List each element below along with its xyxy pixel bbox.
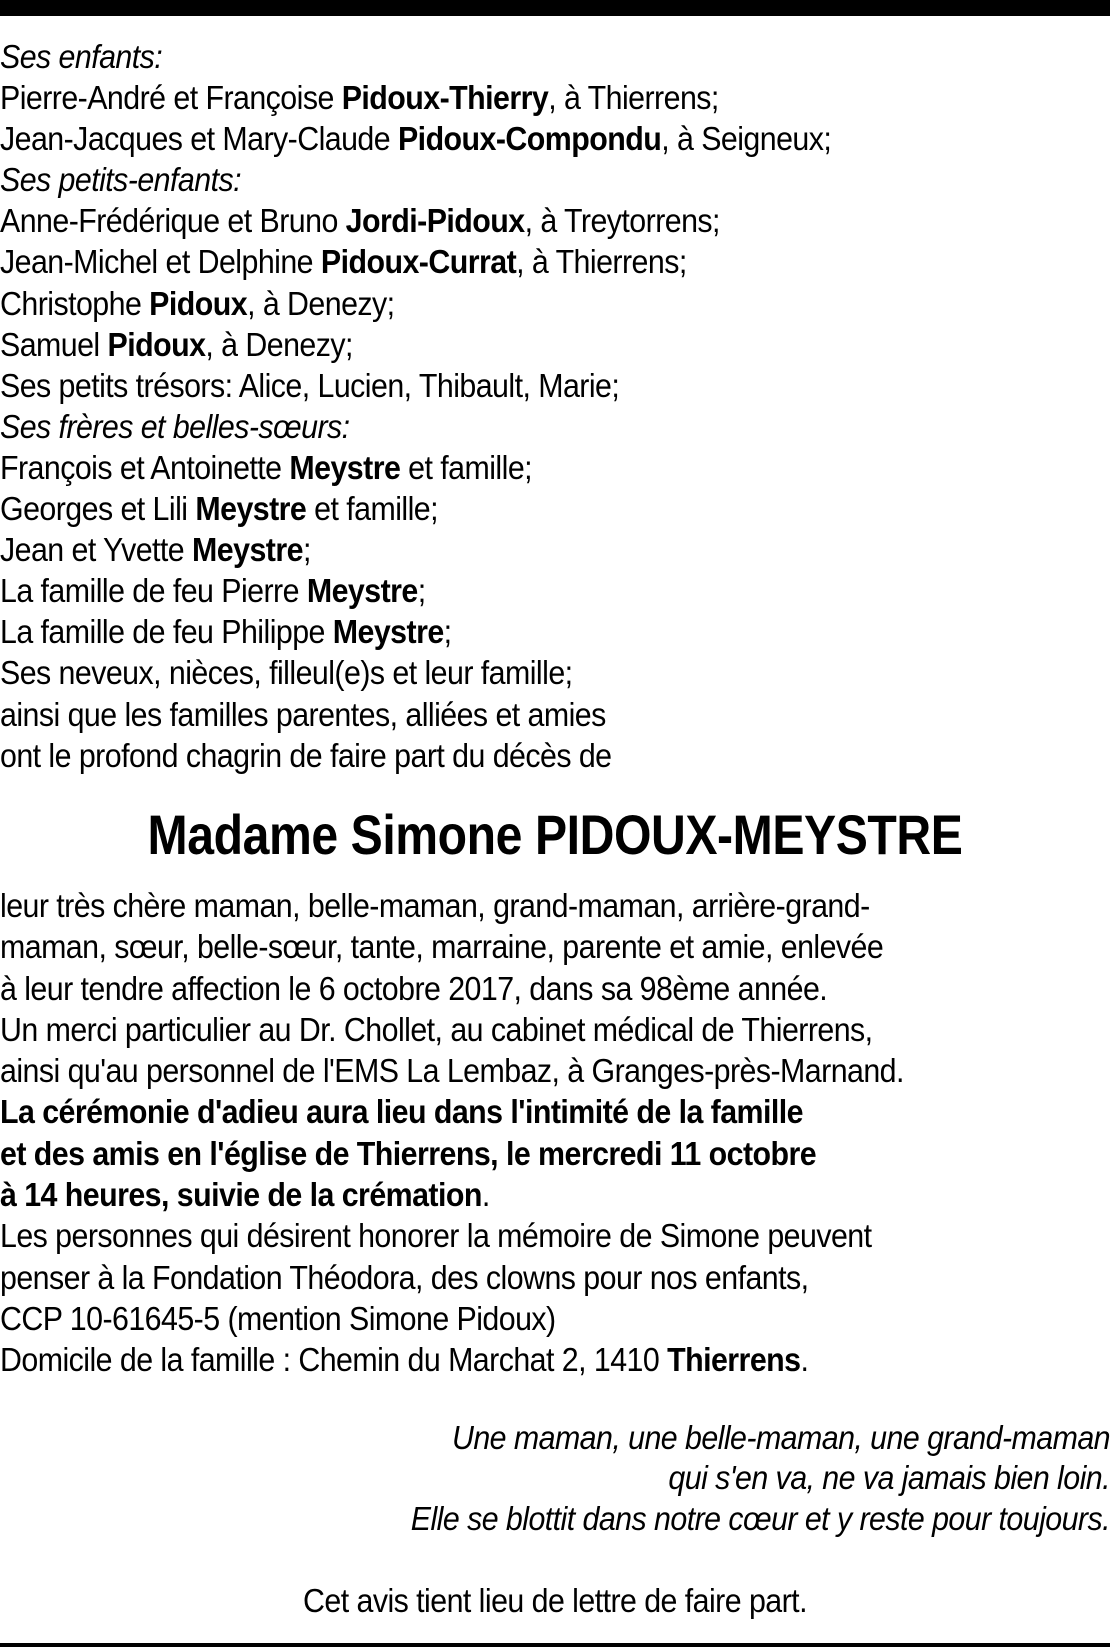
extended-family-line: Ses neveux, nièces, filleul(e)s et leur famille; [0,654,573,692]
sibling-surname: Meystre [306,572,418,610]
deceased-name-heading: Madame Simone PIDOUX-MEYSTRE [147,803,963,866]
sibling-given-names: La famille de feu Philippe [0,613,333,651]
sibling-suffix: ; [417,572,426,610]
body-line: maman, sœur, belle-sœur, tante, marraine, parente et amie, enlevée [0,928,884,966]
child-given-names: Pierre-André et Françoise [0,79,342,117]
top-border-rule [0,0,1110,16]
ceremony-text: à 14 heures, suivie de la crémation [0,1176,482,1214]
sibling-suffix: et famille; [400,448,533,486]
child-line [0,77,975,118]
grandchild-given-names: Samuel [0,325,108,363]
sibling-surname: Meystre [195,490,307,528]
sibling-line [0,529,975,570]
body-line: leur très chère maman, belle-maman, grand-maman, arrière-grand- [0,887,870,924]
ceremony-period: . [481,1176,490,1214]
grandchild-surname: Pidoux [149,284,248,322]
child-surname: Pidoux-Thierry [341,79,549,117]
domicile-address: Domicile de la famille : Chemin du Marchat 2, 1410 [0,1341,668,1379]
donation-line: Les personnes qui désirent honorer la mémoire de Simone peuvent [0,1217,872,1255]
extended-family-line: ainsi que les familles parentes, alliées et amies [0,695,606,733]
grandchild-line [0,241,975,282]
thanks-line: Un merci particulier au Dr. Chollet, au cabinet médical de Thierrens, [0,1010,873,1048]
sibling-line [0,488,975,529]
sibling-given-names: François et Antoinette [0,448,290,486]
poem-line: qui s'en va, ne va jamais bien loin. [668,1459,1110,1497]
grandchild-line [0,200,975,241]
sibling-line [0,447,975,488]
siblings-heading: Ses frères et belles-sœurs: [0,407,350,445]
sibling-surname: Meystre [332,613,444,651]
memorial-poem [89,1418,1110,1539]
sibling-given-names: Jean et Yvette [0,531,193,569]
child-place: , à Seigneux; [661,120,832,158]
sibling-suffix: et famille; [306,490,439,528]
grandchild-place: , à Thierrens; [516,243,687,281]
ceremony-line: et des amis en l'église de Thierrens, le mercredi 11 octobre [0,1134,817,1172]
poem-line: Elle se blottit dans notre cœur et y reste pour toujours. [410,1499,1110,1537]
grandchild-given-names: Anne-Frédérique et Bruno [0,202,346,240]
notice-body [0,885,1021,1381]
sibling-surname: Meystre [289,448,401,486]
grandchild-surname: Pidoux [107,325,206,363]
grandchild-given-names: Christophe [0,284,150,322]
child-place: , à Thierrens; [548,79,719,117]
grandchild-line [0,324,975,365]
child-line [0,118,975,159]
announcement-line: ont le profond chagrin de faire part du décès de [0,736,612,774]
sibling-given-names: Georges et Lili [0,490,196,528]
grandchild-place: , à Denezy; [247,284,395,322]
domicile-line [0,1339,1021,1380]
grandchild-place: , à Denezy; [205,325,353,363]
body-line: à leur tendre affection le 6 octobre 2017, dans sa 98ème année. [0,969,828,1007]
grandchild-place: , à Treytorrens; [524,202,720,240]
grandchildren-heading: Ses petits-enfants: [0,161,241,199]
grandchild-given-names: Jean-Michel et Delphine [0,243,321,281]
ceremony-line [0,1174,1021,1215]
family-list [0,36,975,776]
great-grandchildren-line: Ses petits trésors: Alice, Lucien, Thibault, Marie; [0,366,620,404]
grandchild-surname: Jordi-Pidoux [345,202,525,240]
child-given-names: Jean-Jacques et Mary-Claude [0,120,398,158]
closing-note: Cet avis tient lieu de lettre de faire part. [303,1582,807,1619]
poem-line: Une maman, une belle-maman, une grand-maman [451,1419,1110,1456]
grandchild-surname: Pidoux-Currat [320,243,517,281]
sibling-suffix: ; [302,531,311,569]
bottom-border-rule [0,1643,1110,1647]
child-surname: Pidoux-Compondu [397,120,662,158]
grandchild-line [0,283,975,324]
sibling-line [0,570,975,611]
sibling-surname: Meystre [192,531,303,569]
sibling-given-names: La famille de feu Pierre [0,572,307,610]
domicile-town: Thierrens [667,1341,801,1379]
domicile-period: . [800,1341,809,1379]
children-heading: Ses enfants: [0,38,163,75]
thanks-line: ainsi qu'au personnel de l'EMS La Lembaz, à Granges-près-Marnand. [0,1052,904,1090]
ceremony-line: La cérémonie d'adieu aura lieu dans l'intimité de la famille [0,1093,803,1131]
donation-account-line: CCP 10-61645-5 (mention Simone Pidoux) [0,1299,556,1337]
sibling-suffix: ; [443,613,452,651]
sibling-line [0,611,975,652]
donation-line: penser à la Fondation Théodora, des clowns pour nos enfants, [0,1258,809,1296]
